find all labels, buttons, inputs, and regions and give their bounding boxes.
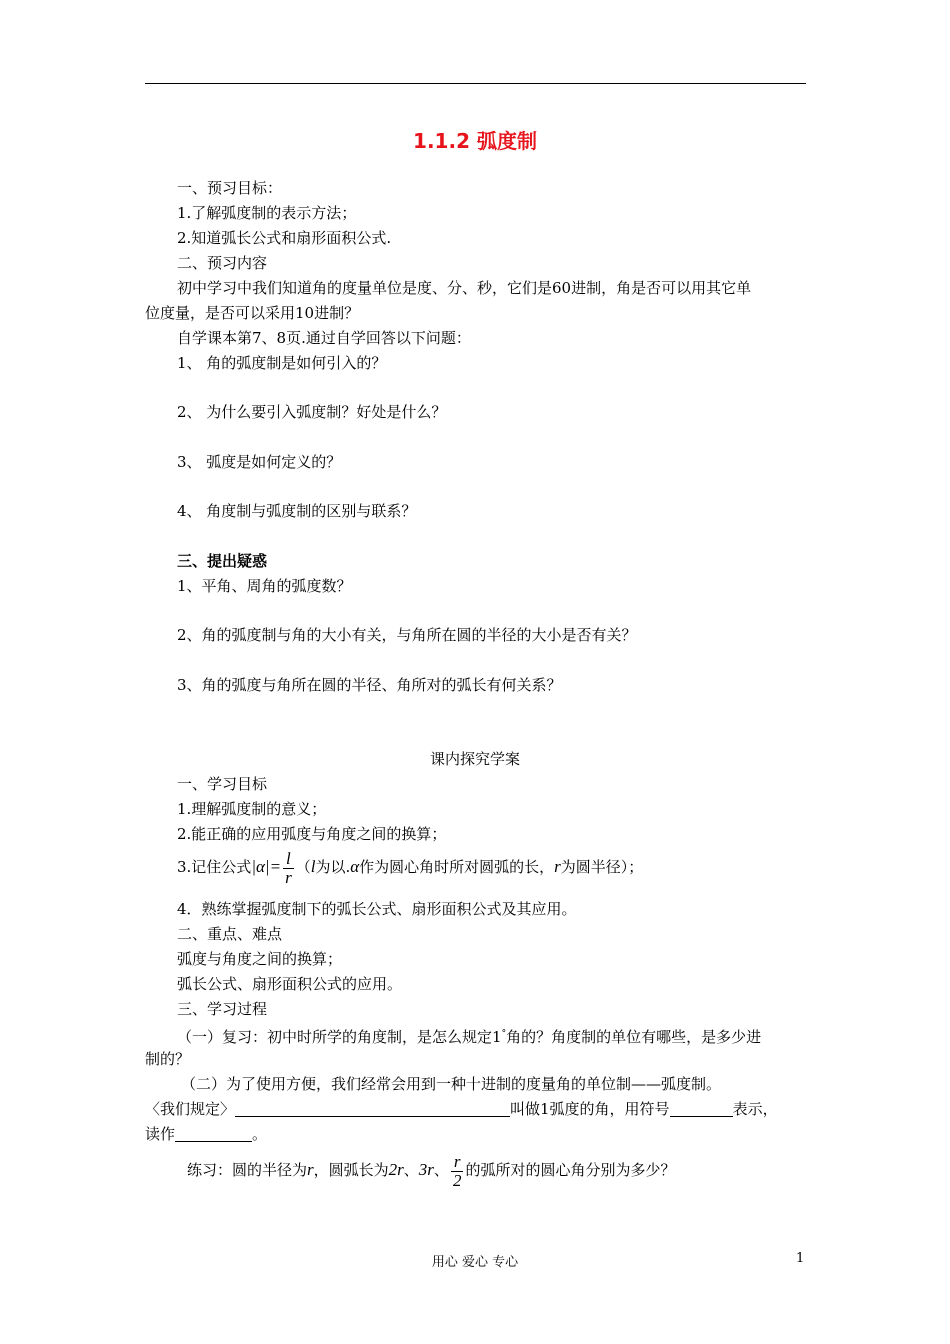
doubt-3: 3、角的弧度与角所在圆的半径、角所对的弧长有何关系？	[177, 676, 562, 694]
inclass-goal-1: 1.理解弧度制的意义；	[177, 800, 327, 818]
reading-suffix: 。	[252, 1125, 268, 1143]
exercise-separator-2: 、	[433, 1161, 449, 1179]
reading-line	[145, 1124, 267, 1144]
key-point-2: 弧长公式、扇形面积公式的应用。	[177, 975, 403, 993]
preview-question-1: 1、 角的弧度制是如何引入的？	[177, 354, 387, 372]
exercise-prefix: 练习：圆的半径为	[187, 1161, 308, 1179]
preview-question-3: 3、 弧度是如何定义的？	[177, 453, 342, 471]
goal-3-alpha: α	[350, 857, 360, 876]
header-rule	[145, 83, 806, 84]
degree-symbol: °	[501, 1029, 507, 1039]
inclass-heading-1: 一、学习目标	[177, 775, 268, 793]
process-1-text-b: 角的？角度制的单位有哪些，是多少进	[506, 1028, 762, 1046]
goal-3-l: l	[310, 857, 316, 876]
inclass-heading-2: 二、重点、难点	[177, 925, 283, 943]
definition-middle: 叫做1弧度的角，用符号	[510, 1100, 670, 1118]
process-paragraph-2: （二）为了使用方便，我们经常会用到一种十进制的度量角的单位制——弧度制。	[181, 1075, 722, 1093]
formula-fraction	[283, 850, 294, 887]
inclass-goal-4: 4．熟练掌握弧度制下的弧长公式、扇形面积公式及其应用。	[177, 900, 577, 918]
goal-3-r: r	[554, 857, 561, 876]
process-paragraph-1-line-2: 制的？	[145, 1050, 191, 1068]
exercise-fraction-denominator: 2	[452, 1170, 462, 1190]
exercise-separator-1: 、	[403, 1161, 419, 1179]
doubt-1: 1、平角、周角的弧度数？	[177, 577, 352, 595]
definition-blank[interactable]	[235, 1100, 510, 1117]
goal-3-prefix: 3.记住公式	[177, 858, 252, 876]
preview-paragraph-2: 自学课本第7、8页.通过自学回答以下问题：	[177, 329, 471, 347]
goal-3-mid: 为以.	[315, 858, 351, 876]
exercise-3r: 3r	[418, 1160, 434, 1179]
exercise-line	[187, 1150, 675, 1190]
exercise-2r: 2r	[388, 1160, 404, 1179]
exercise-middle: ，圆弧长为	[313, 1161, 389, 1179]
goal-3-mid2: 作为圆心角时所对圆弧的长，	[359, 858, 555, 876]
reading-prefix: 读作	[145, 1125, 176, 1143]
page-number: 1	[796, 1251, 805, 1266]
preview-heading-2: 二、预习内容	[177, 254, 268, 272]
exercise-radius: r	[307, 1160, 314, 1179]
preview-question-4: 4、 角度制与弧度制的区别与联系？	[177, 502, 417, 520]
preview-heading-1: 一、预习目标：	[177, 179, 283, 197]
exercise-suffix: 的弧所对的圆心角分别为多少？	[465, 1161, 676, 1179]
definition-suffix: 表示，	[732, 1100, 778, 1118]
preview-question-2: 2、 为什么要引入弧度制？好处是什么？	[177, 403, 447, 421]
process-1-text-a: （一）复习：初中时所学的角度制，是怎么规定	[177, 1028, 493, 1046]
inclass-goal-2: 2.能正确的应用弧度与角度之间的换算；	[177, 825, 447, 843]
goal-3-suffix: 为圆半径）；	[560, 858, 644, 876]
preview-paragraph-line-2: 位度量，是否可以采用10进制？	[145, 304, 360, 322]
exercise-fraction	[451, 1153, 464, 1190]
process-paragraph-1-line-1	[177, 1024, 761, 1047]
preview-goal-1: 1.了解弧度制的表示方法；	[177, 204, 357, 222]
inclass-goal-3	[177, 847, 643, 887]
degree-value: 1	[492, 1028, 502, 1046]
definition-prefix: 〈我们规定〉	[145, 1100, 236, 1118]
page-footer: 用心 爱心 专心	[431, 1255, 519, 1270]
definition-line	[145, 1099, 778, 1119]
preview-goal-2: 2.知道弧长公式和扇形面积公式.	[177, 229, 392, 247]
page-title: 1.1.2 弧度制	[413, 129, 537, 153]
one-degree	[492, 1028, 506, 1046]
key-point-1: 弧度与角度之间的换算；	[177, 950, 343, 968]
exercise-fraction-numerator: r	[453, 1151, 461, 1171]
preview-paragraph-line-1: 初中学习中我们知道角的度量单位是度、分、秒，它们是60进制，角是否可以用其它单	[177, 279, 752, 297]
inclass-heading: 课内探究学案	[429, 750, 520, 768]
formula-abs-alpha: |α|=	[251, 857, 282, 876]
goal-3-open-paren: （	[295, 858, 311, 876]
inclass-heading-3: 三、学习过程	[177, 1000, 268, 1018]
doubts-heading: 三、提出疑惑	[177, 552, 268, 570]
doubt-2: 2、角的弧度制与角的大小有关，与角所在圆的半径的大小是否有关？	[177, 626, 637, 644]
fraction-denominator: r	[285, 867, 292, 887]
symbol-blank[interactable]	[670, 1100, 733, 1117]
fraction-numerator: l	[286, 848, 291, 868]
reading-blank[interactable]	[175, 1125, 252, 1142]
